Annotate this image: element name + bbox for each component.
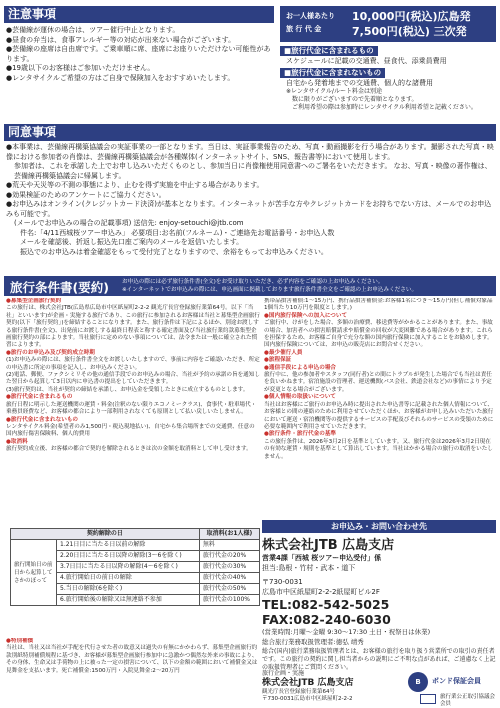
conditions-note-2: ※インターネットでお申込みの際には、申込画面に掲載しております旅行条件書全文をご確認の上お申込みください。 [122, 287, 418, 293]
price-miyoshi: 7,500円(税込) 三次発 [352, 25, 467, 38]
fee-amount: 旅行代金の50% [199, 584, 259, 595]
rental-note-3: ご利用希望の際は参加時にレンタサイクル利用希望と記載ください。 [292, 104, 477, 111]
fee-when: 1.21日目に当たる日以前の解除 [57, 540, 200, 551]
cond-left-item: 旅行契約成立後、お客様の都合で契約を解除されるときは次の金額を取消料として申し受けます。 [6, 446, 252, 453]
consent-line: ●本事業は、芸備線再構築協議会の実証事業の一部となります。当日は、実証事業報告のため、写真・動画撮影を行う場合があります。撮影された写真・映像における参加者の肖像は、芸備線再構築協議会が各種媒体(インターネットサイト、SNS、報告書等)において使用します。 [6, 143, 494, 161]
cond-left-item: (2)電話、郵便、ファクシミリその他の通信手段でのお申込みの場合、当社が予約の承諾の旨を通知した翌日から起算して3日以内に申込書の提出をしていただきます。 [6, 372, 260, 386]
conditions-note-1: お申込の際には必ず旅行条件書(全文)をお受け取りいただき、必ず内容をご確認の上お申込みください。 [122, 279, 384, 285]
cond-left-item: レンタサイクル料金(希望者のみ1,500円・税込現地払い)、自宅から集合場所までの交通費、任意の国内旅行傷害保険料、個人的費用 [6, 423, 255, 438]
price-label-bottom: 旅 行 代 金 [286, 25, 322, 33]
consent-line: (メールでお申込みの場合の記載事項) 送信先: enjoy-setouchi@jtb.com [14, 219, 244, 227]
planner-name: 株式会社JTB 広島支店 [262, 678, 354, 688]
jata-logo-icon [420, 694, 436, 704]
cond-left-item: この旅行は、株式会社JTB(広島県広島市中区紙屋町2-2-2 観光庁長官登録旅行業第64号。以下「当社」といいます)が企画・実施する旅行であり、この旅行に参加されるお客様は当社と募集型企画旅行契約(以下「旅行契約」)を締結することになります。また、旅行条件は下記によるほか、別途お渡しする旅行条件書(全文)、出発前にお渡しする最終日程表と称する確定書面及び当社旅行業約款募集型企画旅行契約の部によります。当社旅行に定めのない事項については、法令または一般に確立された慣習によります。 [6, 305, 260, 349]
consent-line: ●荒天や天災等の不測の事態により、止むを得ず実施を中止する場合があります。 [6, 181, 264, 189]
bond-label: ボンド保証会員 [432, 677, 481, 685]
tel-number[interactable]: TEL:082-542-5025 [262, 597, 390, 612]
cond-bottom-item: ●特別補償 [6, 638, 34, 644]
cond-left-item: ●旅行代金に含まれるもの [6, 394, 73, 401]
fee-head-amount: 取消料(お1人様) [199, 529, 259, 540]
rental-note: ※レンタサイクル/ルート料金は別途 [286, 88, 382, 95]
cond-right-item: 旅行中に、他の参加者やスタッフ(同行者)との間にトラブルが発生した場合でも当社は責任を負いかねます。宿泊施設の管理者、運送機関(バス会社、鉄道会社など)の事情により予定が変更となる場合がございます。 [264, 372, 492, 393]
consent-line: ●お申込みはオンライン(クレジットカード決済)が基本となります。インターネットが苦手な方やクレジットカードをお持ちでない方は、メールでのお申込みも可能です。 [6, 200, 492, 218]
conditions-header [4, 276, 496, 296]
notes-block [6, 26, 274, 114]
department: 営業4課「西城 桜ツアー申込受付」係 [262, 554, 382, 562]
included-box [280, 44, 496, 122]
cond-right-item: 当社はお客様にご旅行のお申込み時に提出された申込書等に記載された個人情報について、お客様との間の連絡のために利用させていただくほか、お客様がお申し込みいただいた旅行において運送・宿泊機関等の提供するサービスの手配及びそれらのサービスの受領のために必要な範囲内で利用させていただきます。 [264, 401, 494, 430]
cond-left-item: (1)お申込みの際には、旅行条件書全文をお渡しいたしますので、事前に内容をご確認いただき、所定の申込書に所定の事項を記入し、お申込みください。 [6, 357, 260, 371]
fax-number: FAX:082-240-6030 [262, 612, 391, 627]
included-text: スケジュールに記載の交通費、昼食代、添乗員費用 [286, 56, 447, 65]
bond-logo-icon: B [408, 672, 428, 692]
contact-header: お申込み・お問い合わせ先 [262, 520, 496, 533]
company-name: 株式会社JTB 広島支店 [262, 538, 395, 553]
cond-right-item: ご旅行中、けがをした場合、多額の治療費、移送費等がかかることがあります。また、事故の場合、加害者への損害賠償請求や賠償金の回収が大変困難である場合があります。これらを担保するため、お客様ご自身で充分な額の国内旅行保険に加入することをお勧めします。国内旅行保険については、お申込の販売店にお問合せください。 [264, 320, 493, 349]
cond-left-item: ●取消料 [6, 438, 28, 445]
conditions-note [122, 278, 496, 294]
fee-when: 4.旅行開始日の前日の解除 [57, 573, 200, 584]
price-hiroshima: 10,000円(税込)広島発 [352, 10, 471, 23]
excluded-text: 自宅から発着地までの交通費、個人的な諸費用 [286, 78, 433, 87]
notes-line: ●芸備線が運休の場合は、ツアー催行中止となります。 [6, 26, 180, 34]
consent-title: 同意事項 [4, 124, 496, 141]
consent-line: ●効果検証のためのアンケートにご協力ください。 [6, 190, 166, 199]
fee-amount: 旅行代金の100% [199, 595, 259, 606]
consent-line: 振込でのお申込みは着金確認をもって受付完了となりますので、余裕をもってお申込みください。 [20, 247, 328, 256]
cond-right-item: ●個人情報の取扱いについて [264, 394, 336, 401]
consent-block [6, 143, 494, 273]
staff: 担当:島根・竹村・武本・道下 [262, 564, 356, 572]
fee-amount: 無料 [199, 540, 259, 551]
cond-right-item: この旅行条件は、2026年3月2日を基準としています。又、旅行代金は2026年3月2日現在の有効な運賃・規則を基準として算出しています。当社はかかる場合の旅行の取消をいたしません。 [264, 438, 493, 460]
cond-left-item: ●旅行代金に含まれないもの [6, 416, 79, 423]
price-box [280, 6, 496, 42]
excluded-header: ■旅行代金に含まれないもの [280, 68, 385, 78]
notes-line: ●昼食の弁当は、食事アレルギー等の対応が出来ない場合がございます。 [6, 35, 236, 44]
fee-amount: 旅行代金の40% [199, 573, 259, 584]
address: 広島市中区紙屋町2-2-2紙屋町ビル2F [262, 588, 380, 596]
cond-right-item: ●旅行条件・旅行代金の基準 [264, 431, 337, 438]
cond-right-item: ●通信手段による申込の場合 [264, 364, 337, 371]
fee-when: 3.7日目に当たる日以降の解除(4～6を除く) [57, 562, 200, 573]
conditions-left [6, 298, 260, 526]
postal-code: 〒730-0031 [262, 578, 303, 586]
notes-line: ●レンタサイクルご希望の方はご自身で保険加入をおすすめいたします。 [6, 73, 235, 82]
consent-line: 参加者は、これを承諾した上でお申し込みいただくものとし、参加当日に肖像権使用同意書へのご署名をいただきます。 なお、写真・映像の著作権は、芸備線再構築協議会に帰属します。 [14, 162, 492, 180]
planner-block [262, 670, 496, 707]
contact-block [262, 534, 496, 647]
cond-right-item: ●国内旅行保険への加入について [264, 312, 348, 319]
jata-label: 旅行業公正取引協議会会員 [440, 694, 496, 707]
conditions-title: 旅行条件書(要約) [10, 280, 109, 295]
price-label-top: お一人様あたり [286, 12, 335, 20]
planner-address: 〒730-0031広島市中区紙屋町2-2-2 [262, 696, 353, 702]
notes-line: ●19歳以下のお客様はご参加いただけません。 [6, 64, 155, 72]
fee-side-label: 旅行開始日の前日から起算してさかのぼって [11, 540, 57, 606]
cond-left-item: ●旅行のお申込み及び契約成立時期 [6, 349, 95, 356]
cond-right-item: ●最少催行人員 [264, 349, 303, 356]
cond-left-item: (3)旅行契約は、当社が契約の締結を承諾し、お申込金を受領したときに成立するものとします。 [6, 386, 249, 393]
contact-footnote: 総合(国内)旅行業務取扱管理者とは、お客様の旅行を取り扱う営業所での取引の責任者です。この旅行の契約に関し担当者からの説明にご不明な点があれば、ご遠慮なく上記の取扱管理者にご質問ください。 [262, 648, 496, 671]
notes-line: ●芸備線の座席は自由席です。ご乗車順に席、座席にお座りいただけない可能性があります。 [6, 45, 271, 63]
cond-left-item: 旅行日程に明示した運送機関の運賃・料金(注釈のない限りエコノミークラス)、食事代・駐車場代・乗務員経費など、お客様の都合により一部利用されなくても原則として払い戻しいたしません。 [6, 401, 257, 416]
rental-note-2: 数に限りがございますので先着順となります。 [292, 96, 418, 103]
planner-reg: 観光庁長官登録旅行業第64号 [262, 689, 335, 695]
included-header: ■旅行代金に含まれるもの [280, 46, 378, 56]
fee-when: 2.20日目に当たる日以降の解除(3～6を除く) [57, 551, 200, 562]
price-values [352, 9, 492, 39]
fee-when: 5.当日の解除(6を除く) [57, 584, 200, 595]
fee-amount: 旅行代金の30% [199, 562, 259, 573]
fee-amount: 旅行代金の20% [199, 551, 259, 562]
cancellation-fee-table [10, 528, 260, 606]
fee-when: 6.旅行開始後の解除又は無連絡不参加 [57, 595, 200, 606]
table-row [11, 540, 260, 551]
special-compensation [6, 638, 260, 704]
fee-head-when: 契約解除の日 [11, 529, 200, 540]
fee-table-head [11, 529, 260, 540]
consent-line: 件名:「4/11西城桜ツアー申込み」 必要項目:お名前(フルネーム)・ご連絡先お電話番号・お申込人数 [20, 228, 335, 237]
cond-right-item: 携帯品損害補償:1～15万円、携行品損害補償金:お客様1名につき～15万円(但し補償対象品1個当たり10万円を限度とします。) [264, 298, 493, 312]
price-label [286, 10, 348, 36]
cond-right-item: ●旅程保証 [264, 357, 292, 364]
business-hours: (営業時間:月曜～金曜 9:30～17:30 土日・祝祭日は休業) [262, 628, 431, 636]
planner-label: 旅行企画・実施 [262, 670, 305, 677]
notes-title: 注意事項 [4, 6, 274, 23]
consent-line: メールを確認後、折返し振込先口座ご案内のメールを返信いたします。 [20, 238, 244, 246]
conditions-right [264, 298, 496, 516]
cond-bottom-item: 当社は、当社又は当社が手配を代行させた者の故意又は過失の有無にかかわらず、募集型企画旅行約款別紙特別補償規程に基づき、お客様が募集型企画旅行参加中に急激かつ偶然な外来の事故により、その身体、生命又は手荷物の上に被った一定の損害について、以下の金額の範囲において補償金又は見舞金を支払います。死亡補償金:1500万円・入院見舞金:2～20万円 [6, 645, 258, 674]
manager: 総合旅行業務取扱管理者:徳弘 靖秀 [262, 638, 364, 646]
cond-left-item: ●募集型企画旅行契約 [6, 298, 62, 304]
